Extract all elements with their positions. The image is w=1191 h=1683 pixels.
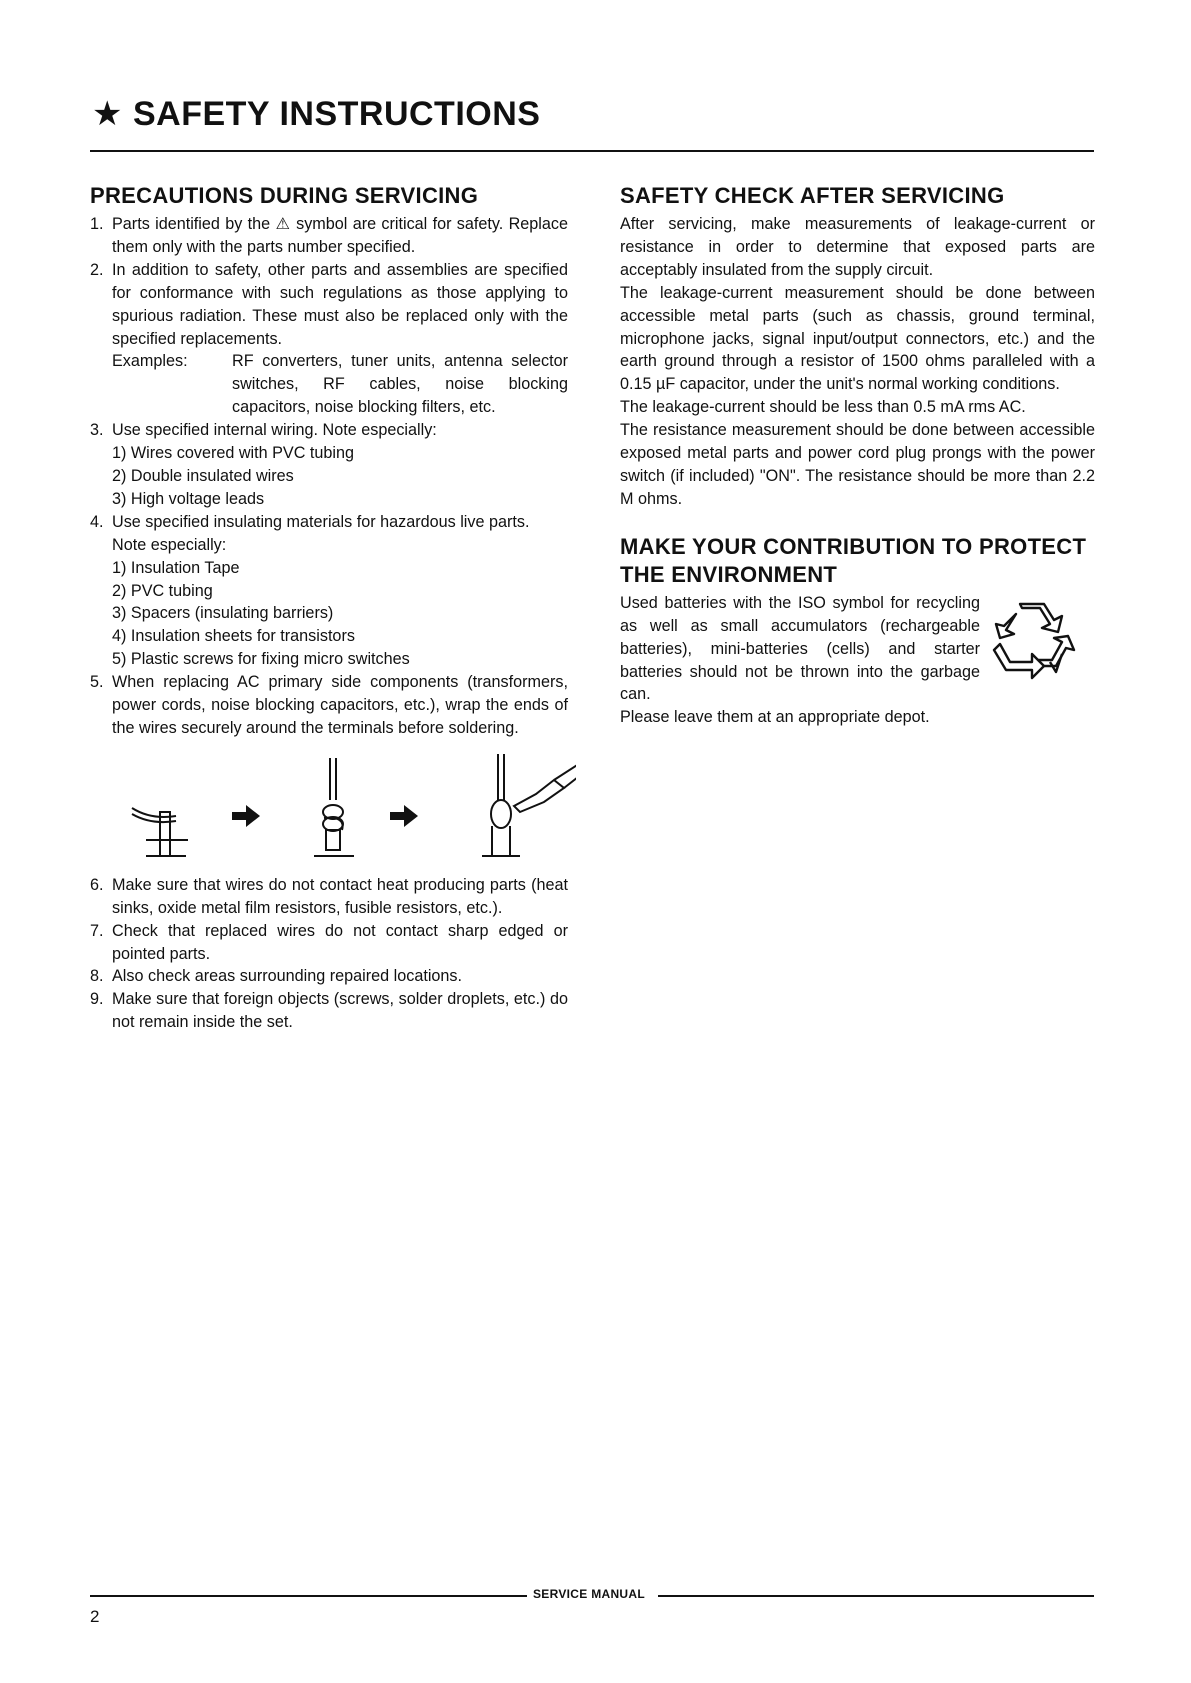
page-number: 2: [90, 1607, 100, 1626]
page-title-text: SAFETY INSTRUCTIONS: [132, 95, 541, 133]
environment-heading: MAKE YOUR CONTRIBUTION TO PROTECT THE ENVIRONMENT: [620, 533, 1087, 587]
list-item-1: 1. Parts identified by the ⚠ symbol are critical for safety. Replace them only with the parts number specified.: [90, 215, 568, 256]
list-item-6: 6. Make sure that wires do not contact heat producing parts (heat sinks, oxide metal film resistors, fusible resistors, etc.).: [90, 875, 568, 917]
footer: [90, 1584, 1094, 1604]
environment-section: [620, 533, 1095, 729]
safety-check-paragraph-4: The resistance measurement should be done between accessible exposed metal parts and power cord plug prongs with the power switch (if included) "ON". The resistance should be more than 2.2 M ohms.: [620, 421, 1095, 508]
recycling-icon: [992, 598, 1078, 684]
list-item-9: 9. Make sure that foreign objects (screws, solder droplets, etc.) do not remain inside the set.: [90, 990, 568, 1032]
footer-label: SERVICE MANUAL: [533, 1587, 645, 1601]
precautions-section: [90, 182, 568, 1034]
safety-check-paragraph-3: The leakage-current should be less than 0.5 mA rms AC.: [620, 398, 1026, 417]
list-item-2: 2. In addition to safety, other parts and assemblies are specified for conformance with such regulations as those applying to spurious radiation. These must also be replaced only with the specified replacements.: [90, 260, 568, 348]
safety-check-paragraph-1: After servicing, make measurements of leakage-current or resistance in order to determine that exposed parts are acceptably insulated from the supply circuit.: [620, 215, 1095, 279]
safety-check-paragraph-2: The leakage-current measurement should be done between accessible metal parts (such as chassis, ground terminal, microphone jacks, signal input/output connectors, etc.) and the earth ground through a resistor of 1500 ohms paralleled with a 0.15 µF capacitor, under the unit's normal working conditions.: [620, 283, 1095, 394]
environment-text: Used batteries with the ISO symbol for recycling as well as small accumulators (rechargeable batteries), mini-batteries (cells) and starter batteries should not be thrown into the garbage can.: [620, 593, 980, 704]
sub-list-3: 1) Wires covered with PVC tubing 2) Double insulated wires 3) High voltage leads: [112, 444, 355, 508]
wire-wrap-steps-illustration: [106, 750, 576, 865]
list-item-8: 8. Also check areas surrounding repaired locations.: [90, 967, 463, 986]
page-title: [92, 94, 540, 134]
star-icon: ★: [92, 95, 123, 133]
title-rule: [90, 150, 1094, 152]
list-item-7: 7. Check that replaced wires do not contact sharp edged or pointed parts.: [90, 921, 568, 963]
footer-rule-left: [90, 1595, 527, 1597]
sub-list-4: 1) Insulation Tape 2) PVC tubing 3) Spacers (insulating barriers) 4) Insulation sheets for transistors 5) Plastic screws for fixing micro switches: [112, 558, 410, 669]
safety-check-heading: SAFETY CHECK AFTER SERVICING: [620, 183, 1005, 208]
wire-wrapping-figure: [90, 746, 568, 868]
list-item-5: 5. When replacing AC primary side components (transformers, power cords, noise blocking capacitors, etc.), wrap the ends of the wires securely around the terminals before soldering.: [90, 673, 568, 737]
safety-check-section: [620, 182, 1095, 729]
precautions-heading: PRECAUTIONS DURING SERVICING: [90, 183, 479, 208]
footer-rule-right: [658, 1595, 1094, 1597]
environment-text-2: Please leave them at an appropriate depot.: [620, 708, 930, 727]
list-item-3: 3. Use specified internal wiring. Note especially:: [90, 421, 437, 440]
list-item-4: 4. Use specified insulating materials for hazardous live parts. Note especially:: [90, 512, 530, 554]
examples-block: Examples: RF converters, tuner units, antenna selector switches, RF cables, noise blocking capacitors, noise blocking filters, etc.: [112, 352, 568, 417]
